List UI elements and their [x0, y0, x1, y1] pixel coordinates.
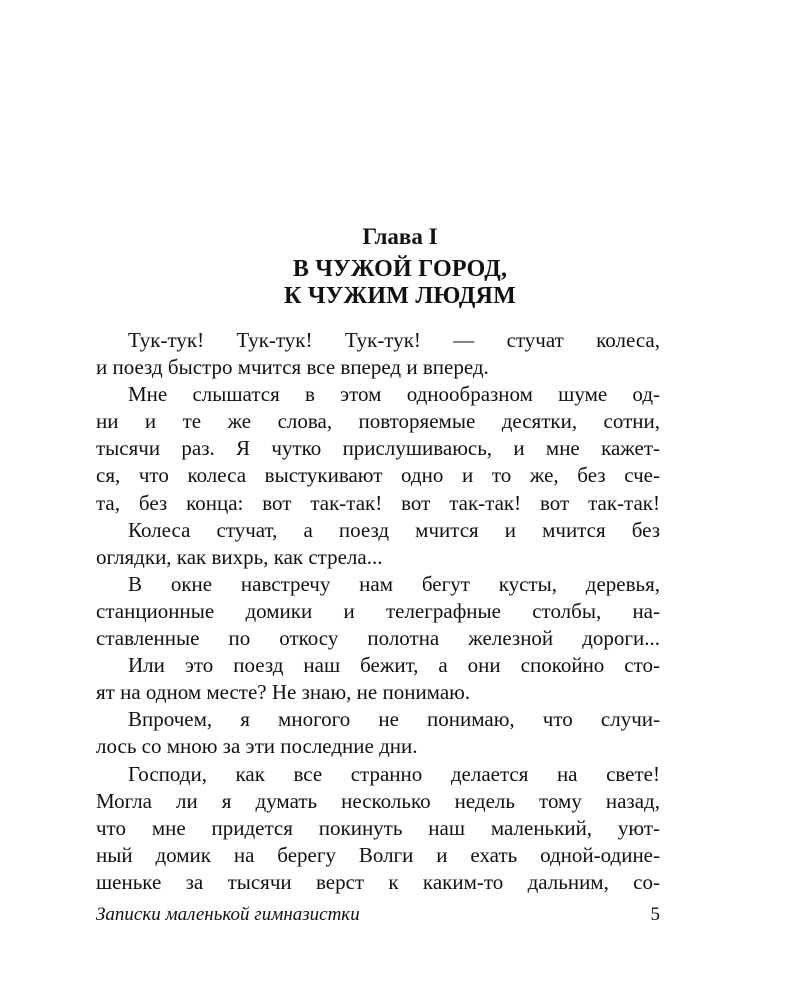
- text-line: Могла ли я думать несколько недель тому назад,: [96, 788, 660, 813]
- text-line: та, без конца: вот так-так! вот так-так! вот так-так!: [96, 490, 660, 515]
- text-line: ный домик на берегу Волги и ехать одной-одине-: [96, 842, 660, 867]
- chapter-title-line-2: К ЧУЖИМ ЛЮДЯМ: [284, 283, 516, 309]
- text-line: Колеса стучат, а поезд мчится и мчится без: [128, 517, 660, 542]
- text-line: ся, что колеса выстукивают одно и то же, без сче-: [96, 463, 660, 488]
- text-line: Или это поезд наш бежит, а они спокойно сто-: [128, 653, 660, 678]
- text-line: оглядки, как вихрь, как стрела...: [96, 544, 383, 569]
- chapter-title-line-1: В ЧУЖОЙ ГОРОД,: [292, 256, 508, 282]
- page-footer: [96, 902, 660, 928]
- text-line: Господи, как все странно делается на свете!: [128, 761, 660, 786]
- body-text: [96, 327, 660, 896]
- chapter-number: Глава I: [362, 224, 438, 249]
- text-line: ни и те же слова, повторяемые десятки, сотни,: [96, 409, 660, 434]
- chapter-heading: [0, 222, 800, 310]
- text-line: ят на одном месте? Не знаю, не понимаю.: [96, 680, 471, 705]
- text-line: Тук-тук! Тук-тук! Тук-тук! — стучат колеса,: [128, 328, 660, 352]
- running-title: Записки маленькой гимназистки: [96, 904, 360, 925]
- text-line: тысячи раз. Я чутко прислушиваюсь, и мне кажет-: [96, 436, 660, 461]
- text-line: ставленные по откосу полотна железной дороги...: [96, 626, 660, 651]
- text-line: шеньке за тысячи верст к каким-то дальним, со-: [96, 869, 660, 894]
- text-line: Мне слышатся в этом однообразном шуме од-: [128, 382, 660, 407]
- text-line: Впрочем, я многого не понимаю, что случи-: [128, 707, 660, 732]
- text-line: лось со мною за эти последние дни.: [96, 734, 418, 759]
- text-line: что мне придется покинуть наш маленький, уют-: [96, 815, 660, 840]
- text-line: и поезд быстро мчится все вперед и вперед.: [96, 355, 489, 380]
- text-line: В окне навстречу нам бегут кусты, деревья,: [128, 571, 660, 596]
- text-line: станционные домики и телеграфные столбы, на-: [96, 598, 660, 623]
- page-number: 5: [650, 904, 660, 925]
